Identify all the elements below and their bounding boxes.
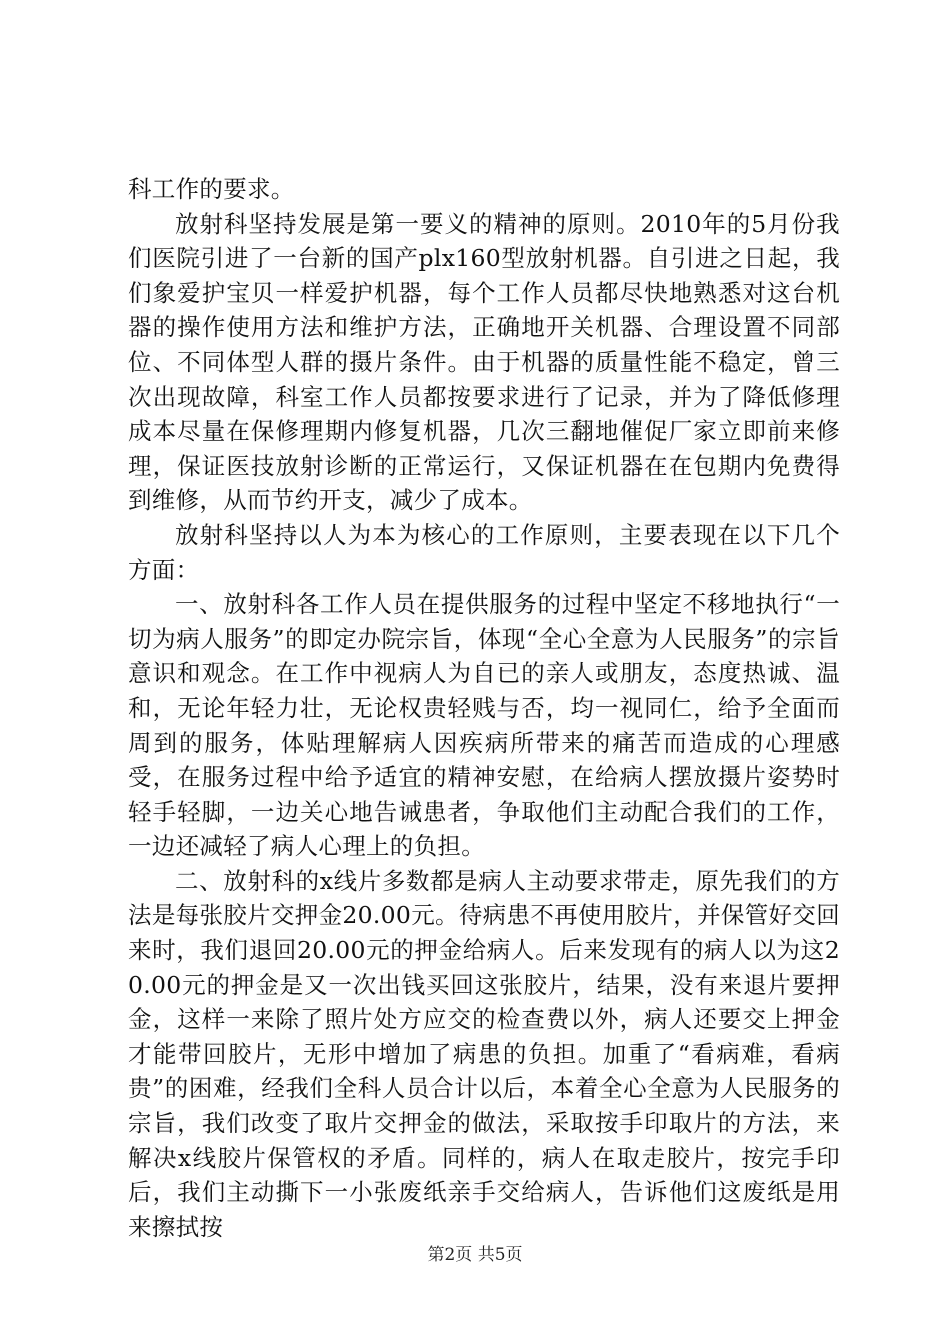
page-number-footer: 第2页 共5页 (427, 1245, 523, 1265)
paragraph-point-one: 一、放射科各工作人员在提供服务的过程中坚定不移地执行“一切为病人服务”的即定办院宗旨，体现“全心全意为人民服务”的宗旨意识和观念。在工作中视病人为自已的亲人或朋友，态度热诚、温和，无论年轻力壮，无论权贵轻贱与否，均一视同仁，给予全面而周到的服务，体贴理解病人因疾病所带来的痛苦而造成的心理感受，在服务过程中给予适宜的精神安慰，在给病人摆放摄片姿势时轻手轻脚，一边关心地告诫患者，争取他们主动配合我们的工作，一边还减轻了病人心理上的负担。 (128, 590, 840, 861)
paragraph-point-two: 二、放射科的x线片多数都是病人主动要求带走，原先我们的方法是每张胶片交押金20.00元。待病患不再使用胶片，并保管好交回来时，我们退回20.00元的押金给病人。后来发现有的病人以为这20.00元的押金是又一次出钱买回这张胶片，结果，没有来退片要押金，这样一来除了照片处方应交的检查费以外，病人还要交上押金才能带回胶片，无形中增加了病患的负担。加重了“看病难，看病贵”的困难，经我们全科人员合计以后，本着全心全意为人民服务的宗旨，我们改变了取片交押金的做法，采取按手印取片的方法，来解决x线胶片保管权的矛盾。同样的，病人在取走胶片，按完手印后，我们主动撕下一小张废纸亲手交给病人，告诉他们这废纸是用来擦拭按 (128, 866, 840, 1241)
paragraph-continuation: 科工作的要求。 (128, 175, 295, 203)
document-body (128, 172, 840, 1244)
paragraph-people-oriented: 放射科坚持以人为本为核心的工作原则，主要表现在以下几个方面： (128, 520, 840, 584)
paragraph-equipment: 放射科坚持发展是第一要义的精神的原则。2010年的5月份我们医院引进了一台新的国产plx160型放射机器。自引进之日起，我们象爱护宝贝一样爱护机器，每个工作人员都尽快地熟悉对这台机器的操作使用方法和维护方法，正确地开关机器、合理设置不同部位、不同体型人群的摄片条件。由于机器的质量性能不稳定，曾三次出现故障，科室工作人员都按要求进行了记录，并为了降低修理成本尽量在保修理期内修复机器，几次三翻地催促厂家立即前来修理，保证医技放射诊断的正常运行，又保证机器在在包期内免费得到维修，从而节约开支，减少了成本。 (128, 209, 840, 515)
